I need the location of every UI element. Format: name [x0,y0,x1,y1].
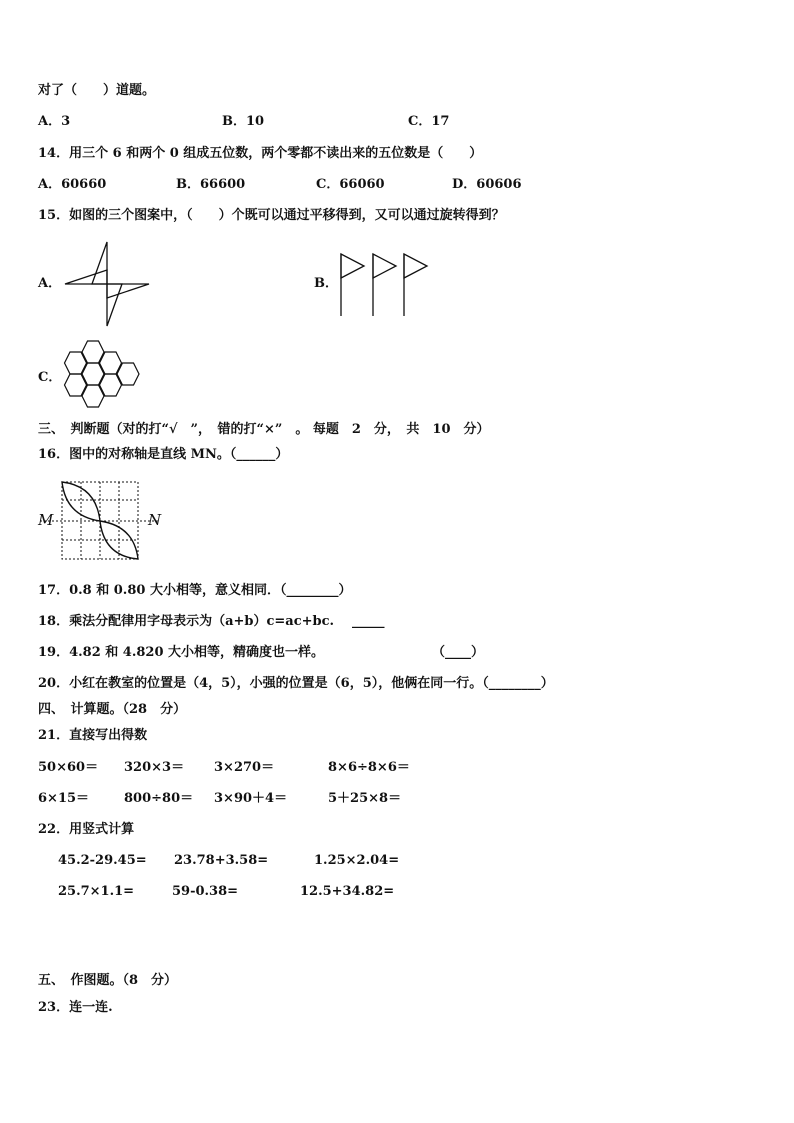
q18-blank: _____ [352,614,385,629]
q22-item: 59-0.38= [172,884,239,899]
q14-option-c: C．66060 [316,177,385,192]
honeycomb-figure [58,338,143,420]
q14-option-d: D．60606 [452,177,522,192]
q21-stem: 21．直接写出得数 [38,728,148,743]
q22-item: 1.25×2.04= [314,853,400,868]
symmetry-grid-figure [36,478,166,564]
q21-item: 6×15＝ [38,791,90,806]
q21-item: 320×3＝ [124,760,185,775]
q21-item: 800÷80＝ [124,791,194,806]
q15-option-a: A． [38,276,62,291]
q13-option-c: C．17 [408,114,450,129]
q15-option-c: C． [38,370,62,385]
q14-option-a: A．60660 [38,177,107,192]
q21-item: 5＋25×8＝ [328,791,402,806]
q22-item: 25.7×1.1= [58,884,135,899]
q23-stem: 23．连一连. [38,1000,113,1015]
q22-stem: 22．用竖式计算 [38,822,135,837]
q13-option-a: A．3 [38,114,71,129]
q13-continuation: 对了（ ）道题。 [38,83,156,98]
q21-item: 50×60＝ [38,760,99,775]
q14-stem: 14．用三个 6 和两个 0 组成五位数，两个零都不读出来的五位数是（ ） [38,146,483,161]
q20-stem: 20．小红在教室的位置是（4，5），小强的位置是（6，5），他俩在同一行。（________） [38,676,554,691]
q18-stem: 18．乘法分配律用字母表示为（a+b）c=ac+bc. [38,614,335,629]
q21-item: 3×90＋4＝ [214,791,288,806]
q17-stem: 17．0.8 和 0.80 大小相等，意义相同．（________） [38,583,352,598]
section-4-title: 四、 计算题。（28 分） [38,702,187,717]
q21-item: 8×6÷8×6＝ [328,760,410,775]
pinwheel-figure [60,240,155,330]
q22-item: 12.5+34.82= [300,884,395,899]
q14-option-b: B．66600 [176,177,246,192]
flags-figure [334,250,434,320]
label-n: N [148,511,162,529]
q15-option-b: B． [314,276,338,291]
q13-option-b: B．10 [222,114,265,129]
q19-stem: 19．4.82 和 4.820 大小相等，精确度也一样。 [38,645,325,660]
section-5-title: 五、 作图题。（8 分） [38,973,178,988]
section-3-title: 三、 判断题（对的打“√ ”， 错的打“×” 。 每题 2 分， 共 10 分） [38,422,490,437]
q22-item: 45.2-29.45= [58,853,147,868]
q21-item: 3×270＝ [214,760,275,775]
q16-stem: 16．图中的对称轴是直线 MN。（______） [38,447,289,462]
q15-stem: 15．如图的三个图案中，（ ）个既可以通过平移得到，又可以通过旋转得到？ [38,208,505,223]
q19-blank: （____） [432,645,485,660]
label-m: M [38,511,54,529]
q22-item: 23.78+3.58= [174,853,269,868]
